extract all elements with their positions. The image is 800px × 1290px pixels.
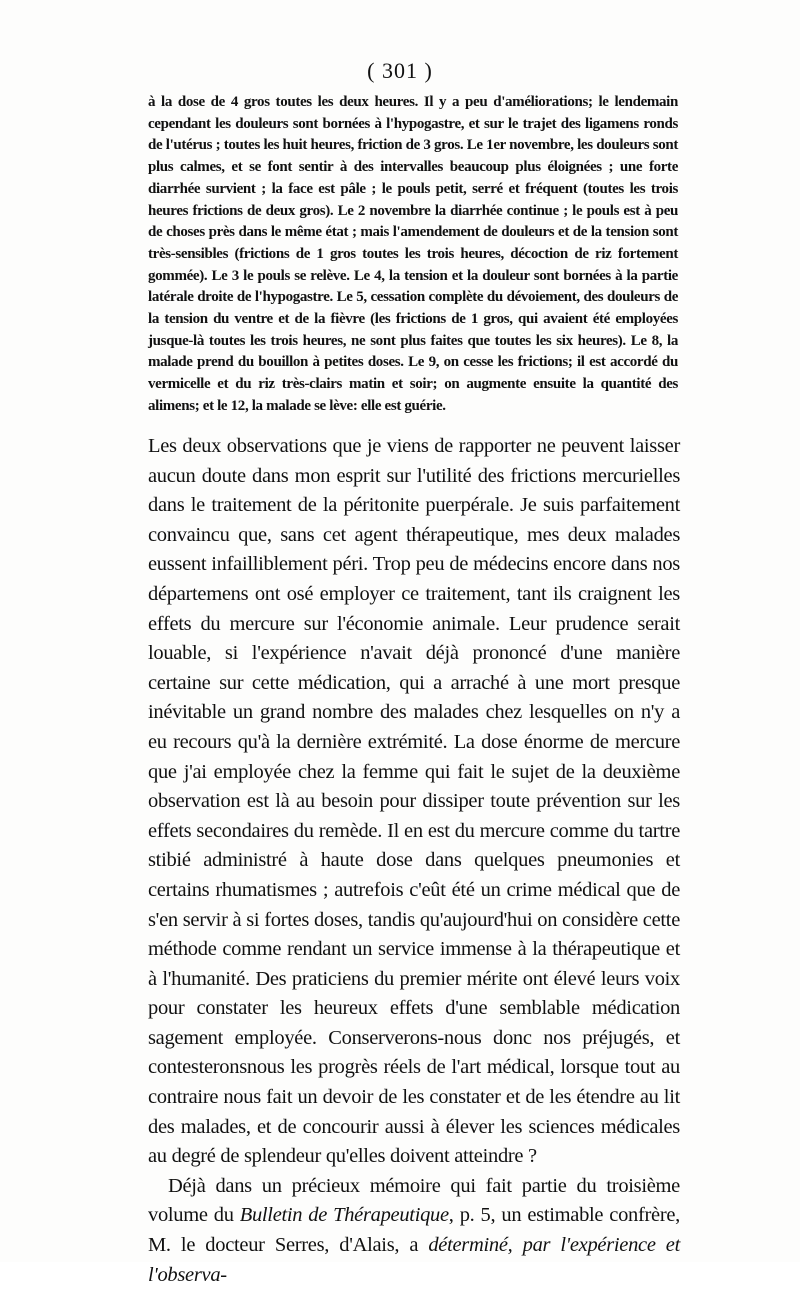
paragraph-observations: Les deux observations que je viens de rapporter ne peuvent laisser aucun doute dans mon esprit sur l'utilité des frictions mercurielles dans le traitement de la péritonite puerpérale. Je suis parfaitement convaincu que, sans cet agent thérapeutique, mes deux malades eussent infailliblement péri. Trop peu de médecins encore dans nos départemens ont osé employer ce traitement, tant ils craignent les effets du mercure sur l'économie animale. Leur prudence serait louable, si l'expérience n'avait déjà prononcé d'une manière certaine sur cette médication, qui a arraché à une mort presque inévitable un grand nombre des malades chez lesquelles on n'y a eu recours qu'à la dernière extrémité. La dose énorme de mercure que j'ai employée chez la femme qui fait le sujet de la deuxième observation est là au besoin pour dissiper toute prévention sur les effets secondaires du remède. Il en est du mercure comme du tartre stibié administré à haute dose dans quelques pneumonies et certains rhumatismes ; autrefois c'eût été un crime médical que de s'en servir à si fortes doses, tandis qu'aujourd'hui on considère cette méthode comme rendant un service immense à la thérapeutique et à l'humanité. Des praticiens du premier mérite ont élevé leurs voix pour constater les heureux effets d'une semblable médication sagement employée. Conserverons-nous donc nos préjugés, et contesteronsnous les progrès réels de l'art médical, lorsque tout au contraire nous fait un devoir de les constater et de les étendre au lit des malades, et de concourir aussi à élever les sciences médicales au degré de splendeur qu'elles doivent atteindre ? [148,435,680,1168]
paragraph-serres-italic-end: déterminé, par l'expérience et l'observa- [148,1234,680,1286]
case-notes-text [148,92,678,418]
paragraph-serres-text-a: Déjà dans un précieux mémoire qui fait partie du troisième volume du [148,1174,680,1227]
main-text [148,432,680,1290]
paragraph-serres-text-b: , p. 5, un estimable confrère, M. le docteur Serres, d'Alais, a [148,1204,680,1257]
bulletin-title: Bulletin de Thérapeutique [239,1204,449,1227]
case-notes-paragraph: à la dose de 4 gros toutes les deux heures. Il y a peu d'améliorations; le lendemain cependant les douleurs sont bornées à l'hypogastre, et sur le trajet des ligamens ronds de l'utérus ; toutes les huit heures, friction de 3 gros. Le 1er novembre, les douleurs sont plus calmes, et se font sentir à des intervalles beaucoup plus éloignées ; une forte diarrhée survient ; la face est pâle ; le pouls petit, serré et fréquent (toutes les trois heures frictions de deux gros). Le 2 novembre la diarrhée continue ; le pouls est à peu de choses près dans le même état ; mais l'amendement de douleurs et de la tension sont très-sensibles (frictions de 1 gros toutes les trois heures, décoction de riz fortement gommée). Le 3 le pouls se relève. Le 4, la tension et la douleur sont bornées à la partie latérale droite de l'hypogastre. Le 5, cessation complète du dévoiement, des douleurs de la tension du ventre et de la fièvre (les frictions de 1 gros, qui avaient été employées jusque-là toutes les trois heures, ne sont plus faites que toutes les six heures). Le 8, la malade prend du bouillon à petites doses. Le 9, on cesse les frictions; il est accordé du vermicelle et du riz très-clairs matin et soir; on augmente ensuite la quantité des alimens; et le 12, la malade se lève: elle est guérie. [148,94,678,414]
page-number: ( 301 ) [367,58,433,83]
paragraph-serres [148,1172,680,1290]
